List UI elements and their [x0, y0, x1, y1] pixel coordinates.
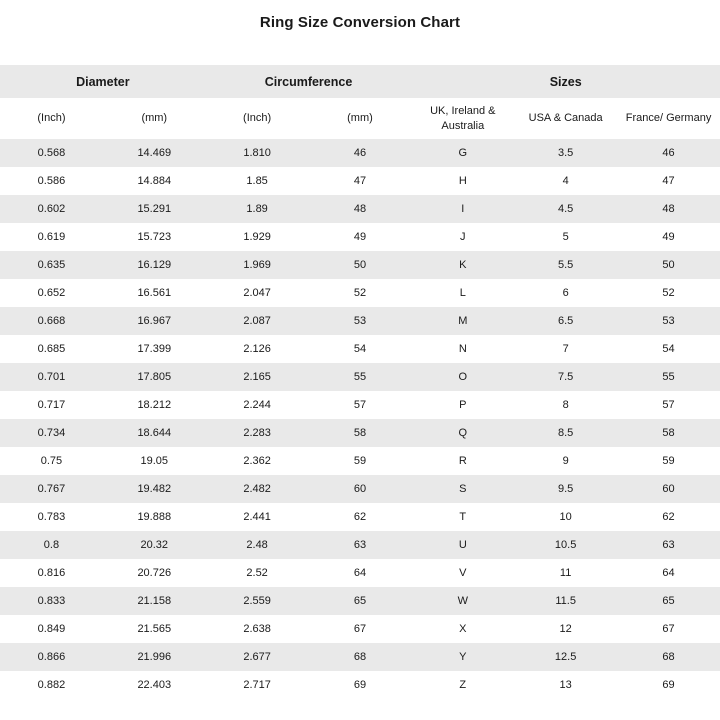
table-cell: 17.805 — [137, 371, 172, 383]
table-cell: 58 — [353, 427, 367, 439]
table-cell: 0.619 — [37, 231, 66, 243]
table-cell: 22.403 — [137, 679, 172, 691]
table-cell: V — [459, 567, 467, 579]
table-cell: 50 — [662, 259, 675, 271]
table-cell: 1.89 — [246, 203, 268, 215]
table-row — [0, 447, 720, 475]
table-row — [0, 559, 720, 587]
table-cell: 21.158 — [137, 595, 172, 607]
table-cell: 63 — [662, 539, 675, 551]
table-cell: 2.165 — [243, 371, 271, 383]
table-row — [0, 307, 720, 335]
table-cell: 2.559 — [243, 595, 271, 607]
table-cell: J — [460, 231, 466, 243]
table-cell: 21.996 — [137, 651, 172, 663]
table-cell: 52 — [353, 287, 367, 299]
table-cell: 65 — [662, 595, 675, 607]
ring-size-conversion-table — [0, 65, 720, 699]
table-cell: H — [458, 175, 467, 187]
table-cell: 53 — [662, 315, 675, 327]
table-row — [0, 475, 720, 503]
group-header-sizes: Sizes — [549, 74, 582, 89]
table-cell: 0.75 — [40, 455, 63, 467]
table-cell: 62 — [353, 511, 367, 523]
table-cell: 58 — [662, 427, 675, 439]
table-cell: 5 — [562, 231, 569, 243]
table-cell: 64 — [662, 567, 675, 579]
table-cell: 0.685 — [37, 343, 66, 355]
table-cell: 57 — [662, 399, 675, 411]
table-cell: 0.668 — [37, 315, 66, 327]
table-cell: 4.5 — [557, 203, 574, 215]
sub-header-row — [0, 98, 720, 139]
table-cell: 3.5 — [557, 147, 574, 159]
table-cell: 2.48 — [246, 539, 268, 551]
table-cell: 20.32 — [140, 539, 169, 551]
table-cell: L — [459, 287, 466, 299]
table-cell: 1.969 — [243, 259, 271, 271]
table-row — [0, 251, 720, 279]
table-cell: 68 — [353, 651, 367, 663]
table-row — [0, 139, 720, 167]
column-header-circumference-mm: (mm) — [347, 112, 373, 125]
table-row — [0, 419, 720, 447]
table-row — [0, 335, 720, 363]
table-cell: 48 — [662, 203, 675, 215]
table-row — [0, 223, 720, 251]
table-cell: 62 — [662, 511, 675, 523]
table-cell: 2.126 — [243, 343, 271, 355]
column-header-france-germany: France/ Germany — [625, 112, 712, 125]
table-cell: 0.586 — [37, 175, 66, 187]
table-cell: 0.602 — [37, 203, 66, 215]
table-cell: 9 — [562, 455, 569, 467]
table-cell: 47 — [662, 175, 675, 187]
table-cell: 55 — [662, 371, 675, 383]
table-cell: Q — [458, 427, 468, 439]
table-cell: 0.652 — [37, 287, 66, 299]
table-cell: 16.129 — [137, 259, 172, 271]
table-cell: 2.638 — [243, 623, 271, 635]
table-row — [0, 363, 720, 391]
table-cell: 2.047 — [243, 287, 271, 299]
table-cell: 20.726 — [137, 567, 172, 579]
table-cell: 2.52 — [246, 567, 268, 579]
table-cell: 67 — [353, 623, 367, 635]
table-cell: 0.734 — [37, 427, 66, 439]
table-cell: 0.882 — [37, 679, 66, 691]
table-row — [0, 167, 720, 195]
table-cell: 14.884 — [137, 175, 172, 187]
table-cell: 9.5 — [557, 483, 574, 495]
table-cell: 7 — [562, 343, 569, 355]
table-cell: M — [458, 315, 468, 327]
table-cell: 48 — [353, 203, 367, 215]
table-row — [0, 615, 720, 643]
table-cell: 0.783 — [37, 511, 66, 523]
table-cell: 2.482 — [243, 483, 271, 495]
table-row — [0, 503, 720, 531]
table-cell: 60 — [353, 483, 367, 495]
table-cell: 19.482 — [137, 483, 172, 495]
table-cell: 11 — [559, 567, 572, 579]
column-header-circumference-inch: (Inch) — [243, 112, 272, 125]
table-cell: 68 — [662, 651, 675, 663]
table-cell: 49 — [353, 231, 367, 243]
page-title: Ring Size Conversion Chart — [259, 14, 461, 31]
table-cell: 15.723 — [137, 231, 172, 243]
table-cell: 0.833 — [37, 595, 66, 607]
table-cell: 46 — [353, 147, 367, 159]
table-cell: 11.5 — [555, 595, 576, 607]
table-cell: G — [458, 147, 468, 159]
table-cell: 52 — [662, 287, 675, 299]
table-cell: K — [459, 259, 467, 271]
table-cell: 19.888 — [137, 511, 172, 523]
table-cell: 67 — [662, 623, 675, 635]
table-cell: 16.561 — [137, 287, 172, 299]
table-cell: P — [459, 399, 467, 411]
table-cell: 54 — [353, 343, 367, 355]
table-cell: I — [461, 203, 465, 215]
table-cell: 8.5 — [557, 427, 574, 439]
table-cell: 2.677 — [243, 651, 271, 663]
table-cell: 2.087 — [243, 315, 271, 327]
table-cell: 0.717 — [37, 399, 66, 411]
group-header-circumference: Circumference — [264, 74, 353, 89]
table-cell: 0.635 — [37, 259, 66, 271]
table-cell: 0.849 — [37, 623, 66, 635]
table-cell: 57 — [353, 399, 367, 411]
table-cell: 4 — [562, 175, 569, 187]
table-cell: 14.469 — [137, 147, 172, 159]
table-row — [0, 531, 720, 559]
table-cell: Y — [459, 651, 467, 663]
table-cell: 2.717 — [243, 679, 271, 691]
table-cell: 0.8 — [43, 539, 60, 551]
column-header-uk-ireland-australia: UK, Ireland & Australia — [430, 105, 496, 132]
table-cell: 13 — [559, 679, 572, 691]
table-cell: 17.399 — [137, 343, 172, 355]
table-cell: 0.866 — [37, 651, 66, 663]
table-cell: 19.05 — [140, 455, 169, 467]
table-cell: 0.816 — [37, 567, 66, 579]
table-cell: 15.291 — [137, 203, 172, 215]
table-cell: 69 — [353, 679, 367, 691]
group-header-diameter: Diameter — [76, 74, 130, 89]
table-cell: 69 — [662, 679, 675, 691]
table-cell: 65 — [353, 595, 367, 607]
table-cell: 55 — [353, 371, 367, 383]
table-cell: 21.565 — [137, 623, 172, 635]
table-row — [0, 643, 720, 671]
table-cell: 1.85 — [246, 175, 268, 187]
table-row — [0, 195, 720, 223]
table-cell: 46 — [662, 147, 675, 159]
table-cell: 18.644 — [137, 427, 172, 439]
table-cell: T — [459, 511, 467, 523]
table-row — [0, 587, 720, 615]
table-cell: 49 — [662, 231, 675, 243]
table-header — [0, 65, 720, 139]
table-row — [0, 391, 720, 419]
table-cell: 6 — [562, 287, 569, 299]
column-header-usa-canada: USA & Canada — [528, 112, 603, 125]
table-cell: 0.568 — [37, 147, 66, 159]
table-cell: 12 — [559, 623, 572, 635]
table-cell: X — [459, 623, 467, 635]
table-row — [0, 279, 720, 307]
table-cell: 50 — [353, 259, 367, 271]
table-cell: N — [458, 343, 467, 355]
table-cell: 7.5 — [557, 371, 574, 383]
table-cell: R — [458, 455, 467, 467]
table-cell: 2.283 — [243, 427, 271, 439]
table-cell: 53 — [353, 315, 367, 327]
table-cell: 47 — [353, 175, 367, 187]
table-cell: 1.810 — [243, 147, 271, 159]
table-cell: O — [458, 371, 468, 383]
table-cell: 64 — [353, 567, 367, 579]
table-row — [0, 671, 720, 699]
table-cell: 1.929 — [243, 231, 271, 243]
table-cell: 59 — [353, 455, 367, 467]
column-header-diameter-inch: (Inch) — [37, 112, 66, 125]
group-header-row — [0, 65, 720, 98]
table-cell: 0.701 — [37, 371, 66, 383]
table-cell: 63 — [353, 539, 367, 551]
table-cell: 0.767 — [37, 483, 66, 495]
table-cell: 12.5 — [554, 651, 577, 663]
table-cell: 6.5 — [557, 315, 574, 327]
table-cell: W — [457, 595, 468, 607]
table-cell: 2.441 — [243, 511, 271, 523]
table-cell: 2.362 — [243, 455, 271, 467]
table-cell: 5.5 — [557, 259, 574, 271]
table-cell: 8 — [562, 399, 569, 411]
table-body — [0, 139, 720, 699]
table-cell: 18.212 — [137, 399, 172, 411]
table-cell: 60 — [662, 483, 675, 495]
column-header-diameter-mm: (mm) — [141, 112, 168, 125]
table-cell: 16.967 — [137, 315, 172, 327]
table-cell: 10.5 — [554, 539, 577, 551]
table-cell: 59 — [662, 455, 675, 467]
table-cell: 10 — [559, 511, 572, 523]
table-cell: U — [458, 539, 467, 551]
table-cell: Z — [459, 679, 467, 691]
table-cell: S — [459, 483, 467, 495]
table-cell: 2.244 — [243, 399, 271, 411]
table-cell: 54 — [662, 343, 675, 355]
